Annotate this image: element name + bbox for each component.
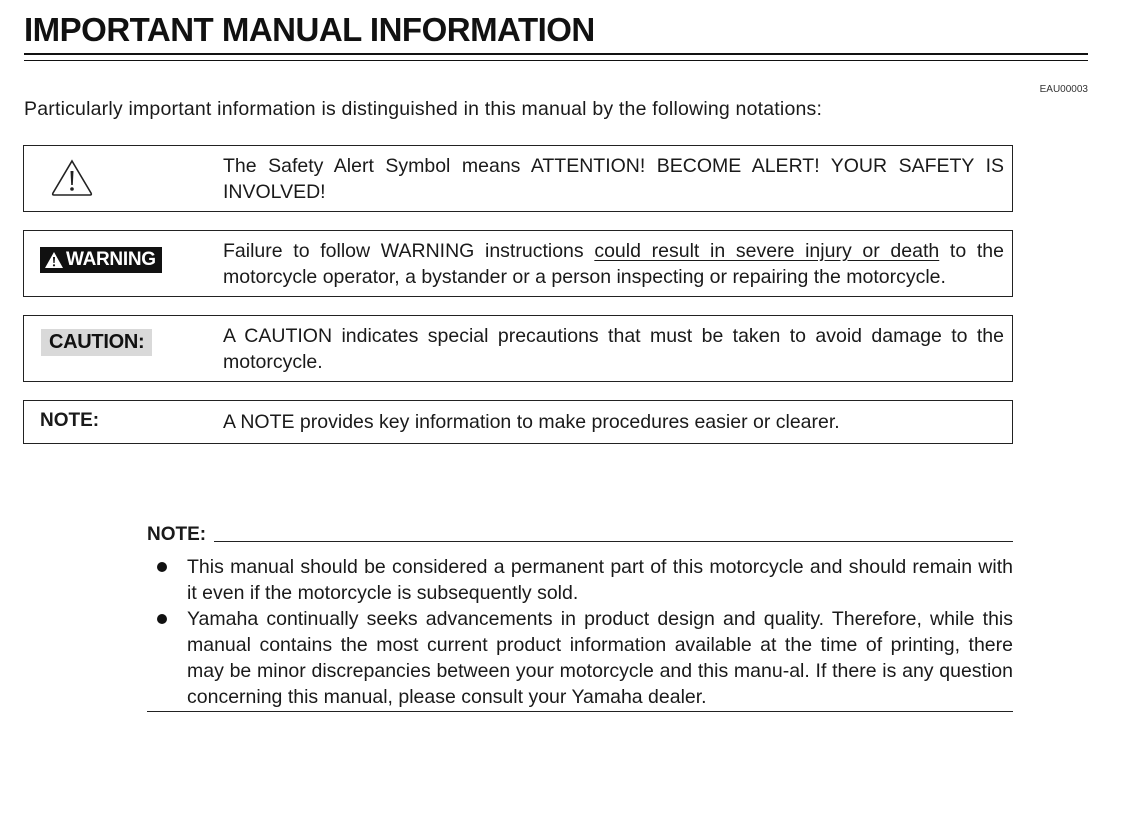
warning-label: WARNING [66, 249, 156, 270]
safety-alert-triangle-icon [50, 158, 94, 203]
notation-box-safety-alert [23, 145, 1013, 212]
notation-box-warning [23, 230, 1013, 297]
title-rule-thick [24, 53, 1088, 55]
bullet-icon [157, 562, 167, 572]
warning-triangle-icon [44, 251, 64, 269]
list-item [147, 606, 1013, 710]
warning-text-before: Failure to follow WARNING instructions [223, 240, 595, 262]
note-label: NOTE: [40, 410, 100, 431]
note-section [147, 524, 1013, 710]
notation-box-note [23, 400, 1013, 444]
notation-box-caution [23, 315, 1013, 382]
page-title: IMPORTANT MANUAL INFORMATION [24, 11, 595, 48]
warning-badge [40, 247, 162, 273]
document-code: EAU00003 [1039, 84, 1088, 95]
warning-text [223, 238, 1004, 290]
note-text: A NOTE provides key information to make procedures easier or clearer. [223, 411, 840, 433]
intro-text: Particularly important information is distinguished in this manual by the following notations: [24, 98, 823, 120]
note-heading-rule [214, 541, 1013, 542]
note-section-header [147, 524, 1013, 546]
list-item-text: This manual should be considered a permanent part of this motorcycle and should remain with it even if the motorcycle is subsequently sold. [187, 556, 1013, 604]
caution-badge: CAUTION: [41, 329, 152, 356]
list-item-text: Yamaha continually seeks advancements in product design and quality. Therefore, while this manual contains the most current product information available at the time of printing, there may be minor discrepancies between your motorcycle and this manu-al. If there is any question concerning this manual, please consult your Yamaha dealer. [187, 608, 1013, 708]
note-bullet-list [147, 554, 1013, 710]
note-section-heading: NOTE: [147, 524, 207, 545]
warning-text-underlined: could result in severe injury or death [594, 240, 940, 262]
list-item [147, 554, 1013, 606]
note-section-bottom-rule [147, 711, 1013, 712]
title-rule-thin [24, 60, 1088, 61]
safety-alert-text: The Safety Alert Symbol means ATTENTION! BECOME ALERT! YOUR SAFETY IS INVOLVED! [223, 155, 1004, 203]
warning-text-after: to the motorcycle operator, a bystander or a person inspecting or repairing the motorcycle. [223, 240, 1004, 288]
caution-text: A CAUTION indicates special precautions that must be taken to avoid damage to the motorcycle. [223, 325, 1004, 373]
bullet-icon [157, 614, 167, 624]
